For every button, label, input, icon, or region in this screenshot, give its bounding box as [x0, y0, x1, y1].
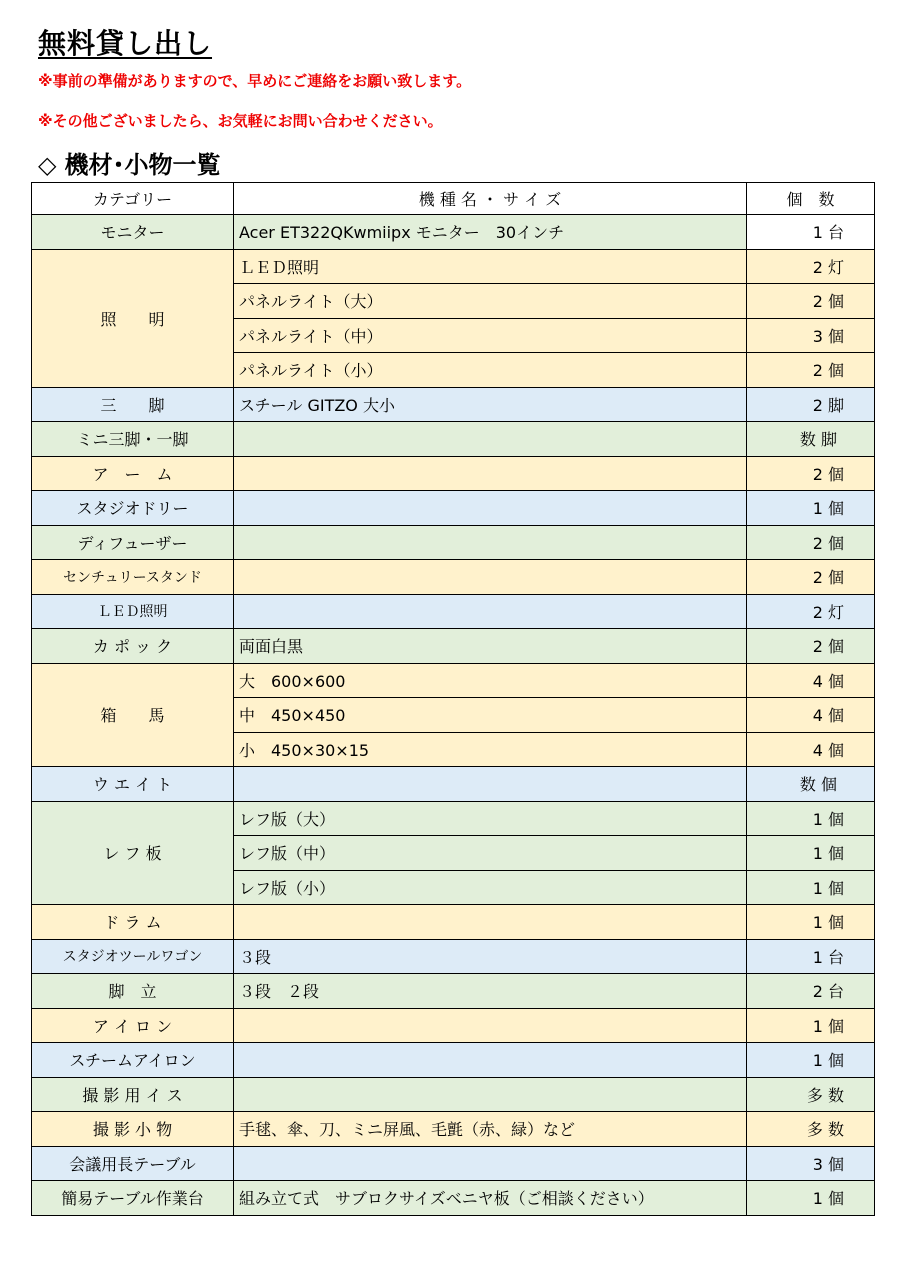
quantity-cell: 4 個 [747, 698, 875, 733]
table-row [32, 1112, 875, 1147]
item-cell: パネルライト（小） [234, 353, 747, 388]
table-row [32, 525, 875, 560]
item-cell: 手毬、傘、刀、ミニ屏風、毛氈（赤、緑）など [234, 1112, 747, 1147]
table-row [32, 663, 875, 698]
category-cell: 脚 立 [32, 974, 234, 1009]
item-cell: レフ版（中） [234, 836, 747, 871]
notice-inquiries: ※その他ございましたら、お気軽にお問い合わせください。 [38, 112, 443, 130]
category-cell: 会議用長テーブル [32, 1146, 234, 1181]
category-cell: 撮 影 用 イ ス [32, 1077, 234, 1112]
table-row [32, 1146, 875, 1181]
category-cell: ディフューザー [32, 525, 234, 560]
category-cell: ウ エ イ ト [32, 767, 234, 802]
table-row [32, 422, 875, 457]
item-cell [234, 767, 747, 802]
quantity-cell: 1 個 [747, 1043, 875, 1078]
header-quantity: 個 数 [747, 183, 875, 215]
category-cell: スタジオドリー [32, 491, 234, 526]
quantity-cell: 2 個 [747, 560, 875, 595]
item-cell [234, 905, 747, 940]
item-cell: 大 600×600 [234, 663, 747, 698]
table-header-row [32, 183, 875, 215]
table-row [32, 1008, 875, 1043]
item-cell [234, 1043, 747, 1078]
quantity-cell: 1 台 [747, 215, 875, 250]
quantity-cell: 2 台 [747, 974, 875, 1009]
item-cell: 組み立て式 サブロクサイズベニヤ板（ご相談ください） [234, 1181, 747, 1216]
notice-advance-booking: ※事前の準備がありますので、早めにご連絡をお願い致します。 [38, 72, 472, 90]
header-category: カテゴリー [32, 183, 234, 215]
quantity-cell: 1 個 [747, 491, 875, 526]
item-cell: パネルライト（中） [234, 318, 747, 353]
category-cell: 三 脚 [32, 387, 234, 422]
quantity-cell: 2 灯 [747, 249, 875, 284]
quantity-cell: 1 個 [747, 836, 875, 871]
quantity-cell: 1 個 [747, 1181, 875, 1216]
category-cell: レ フ 板 [32, 801, 234, 905]
table-row [32, 560, 875, 595]
item-cell [234, 422, 747, 457]
quantity-cell: 1 個 [747, 905, 875, 940]
item-cell [234, 594, 747, 629]
table-row [32, 1181, 875, 1216]
table-row [32, 629, 875, 664]
quantity-cell: 2 灯 [747, 594, 875, 629]
equipment-table [31, 182, 875, 1216]
table-row [32, 491, 875, 526]
table-row [32, 1077, 875, 1112]
item-cell: ３段 ２段 [234, 974, 747, 1009]
table-row [32, 767, 875, 802]
item-cell: スチール GITZO 大小 [234, 387, 747, 422]
category-cell: 撮 影 小 物 [32, 1112, 234, 1147]
category-cell: モニター [32, 215, 234, 250]
table-row [32, 215, 875, 250]
item-cell [234, 560, 747, 595]
category-cell: ＬＥＤ照明 [32, 594, 234, 629]
category-cell: ミニ三脚・一脚 [32, 422, 234, 457]
quantity-cell: 3 個 [747, 1146, 875, 1181]
quantity-cell: 2 個 [747, 456, 875, 491]
category-cell: ド ラ ム [32, 905, 234, 940]
quantity-cell: 4 個 [747, 732, 875, 767]
item-cell: パネルライト（大） [234, 284, 747, 319]
quantity-cell: 1 個 [747, 870, 875, 905]
item-cell [234, 1008, 747, 1043]
quantity-cell: 多 数 [747, 1077, 875, 1112]
section-title: 機材･小物一覧 [64, 151, 221, 179]
item-cell [234, 491, 747, 526]
quantity-cell: 2 個 [747, 353, 875, 388]
category-cell: 照 明 [32, 249, 234, 387]
item-cell [234, 525, 747, 560]
item-cell [234, 1077, 747, 1112]
table-row [32, 801, 875, 836]
quantity-cell: 1 台 [747, 939, 875, 974]
section-heading [38, 145, 220, 180]
quantity-cell: 2 個 [747, 284, 875, 319]
item-cell [234, 1146, 747, 1181]
table-row [32, 249, 875, 284]
diamond-icon: ◇ [38, 151, 57, 179]
item-cell: レフ版（小） [234, 870, 747, 905]
quantity-cell: 1 個 [747, 1008, 875, 1043]
item-cell [234, 456, 747, 491]
item-cell: 小 450×30×15 [234, 732, 747, 767]
category-cell: センチュリースタンド [32, 560, 234, 595]
quantity-cell: 1 個 [747, 801, 875, 836]
item-cell: 中 450×450 [234, 698, 747, 733]
category-cell: ア イ ロ ン [32, 1008, 234, 1043]
item-cell: ＬＥＤ照明 [234, 249, 747, 284]
table-row [32, 905, 875, 940]
category-cell: 簡易テーブル作業台 [32, 1181, 234, 1216]
category-cell: スチームアイロン [32, 1043, 234, 1078]
quantity-cell: 数 個 [747, 767, 875, 802]
item-cell: 両面白黒 [234, 629, 747, 664]
header-name-size: 機 種 名 ・ サ イ ズ [234, 183, 747, 215]
table-row [32, 1043, 875, 1078]
quantity-cell: 2 個 [747, 525, 875, 560]
table-row [32, 456, 875, 491]
category-cell: カ ポ ッ ク [32, 629, 234, 664]
quantity-cell: 2 個 [747, 629, 875, 664]
quantity-cell: 2 脚 [747, 387, 875, 422]
item-cell: ３段 [234, 939, 747, 974]
category-cell: 箱 馬 [32, 663, 234, 767]
table-row [32, 974, 875, 1009]
quantity-cell: 4 個 [747, 663, 875, 698]
table-row [32, 594, 875, 629]
quantity-cell: 3 個 [747, 318, 875, 353]
item-cell: Acer ET322QKwmiipx モニター 30インチ [234, 215, 747, 250]
category-cell: ア ー ム [32, 456, 234, 491]
table-row [32, 939, 875, 974]
table-row [32, 387, 875, 422]
item-cell: レフ版（大） [234, 801, 747, 836]
quantity-cell: 多 数 [747, 1112, 875, 1147]
category-cell: スタジオツールワゴン [32, 939, 234, 974]
page-title: 無料貸し出し [38, 27, 213, 60]
quantity-cell: 数 脚 [747, 422, 875, 457]
